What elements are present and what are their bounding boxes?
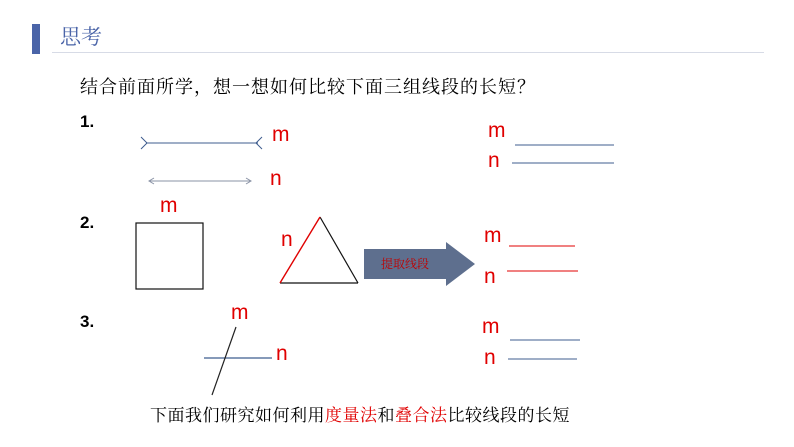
arrow-label: 提取线段: [381, 257, 430, 271]
extract-segments-arrow: [364, 242, 475, 286]
group-2-square: [136, 223, 203, 289]
footer-part-1: 下面我们研究如何利用: [150, 406, 325, 426]
question-text: 结合前面所学，想一想如何比较下面三组线段的长短？: [80, 77, 536, 98]
group-1-number: 1.: [80, 112, 95, 131]
group-2-label-m: m: [160, 194, 178, 217]
group-1-label-n: n: [270, 167, 282, 190]
group-1-segment-n: [149, 178, 251, 184]
group-1-label-m: m: [272, 123, 290, 146]
method-overlap: 叠合法: [395, 406, 448, 426]
method-measure: 度量法: [325, 406, 378, 426]
page-title: 思考: [60, 25, 102, 49]
extracted-2-label-n: n: [484, 265, 496, 288]
group-1-segment-m: [141, 137, 262, 149]
group-3-number: 3.: [80, 312, 95, 331]
group-2-label-n: n: [281, 228, 293, 251]
group-2-number: 2.: [80, 213, 95, 232]
extracted-3-label-m: m: [482, 315, 500, 338]
group-3-segment-m: [212, 327, 236, 395]
group-3-label-m: m: [231, 301, 249, 324]
extracted-1-label-m: m: [488, 119, 506, 142]
footer-part-3: 比较线段的长短: [447, 406, 570, 426]
extracted-1-label-n: n: [488, 149, 500, 172]
group-3-label-n: n: [276, 342, 288, 365]
extracted-3-label-n: n: [484, 346, 496, 369]
footer-text: [150, 404, 570, 428]
extracted-2-label-m: m: [484, 224, 502, 247]
footer-part-2: 和: [377, 406, 395, 426]
